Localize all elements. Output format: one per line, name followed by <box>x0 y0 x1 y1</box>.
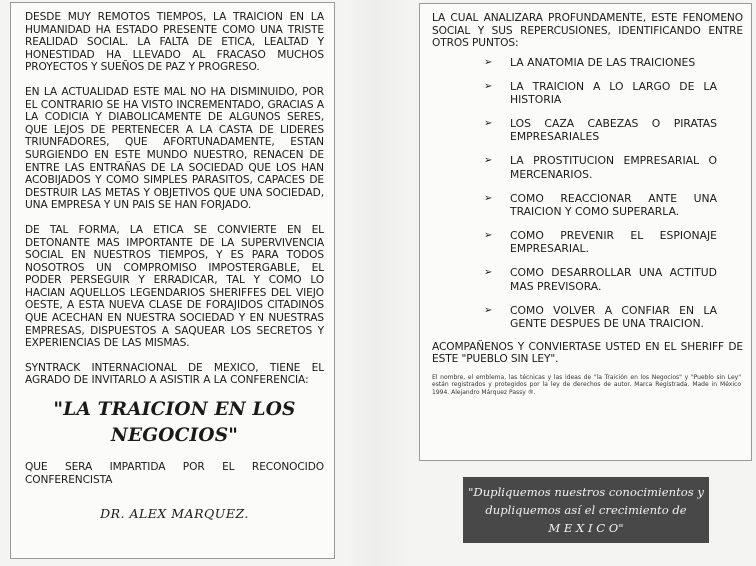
list-item-text: COMO PREVENIR EL ESPIONAJE EMPRESARIAL. <box>510 228 717 256</box>
arrow-bullet-icon: ➢ <box>484 118 493 129</box>
right-page-panel <box>419 3 752 461</box>
slogan-box <box>463 477 709 543</box>
current-situation-paragraph: EN LA ACTUALIDAD ESTE MAL NO HA DISMINUIDO, POR EL CONTRARIO SE HA VISTO INCREMENTADO, GRACIAS A LA CODICIA Y DIABOLICAMENTE DE ALGUNOS SERES, QUE LEJOS DE PERTENECER A LA CASTA DE LIDERES TRIUNFADORES, QUE AFORTUNADAMENTE, ESTAN SURGIENDO EN ESTE MUNDO NUESTRO, RENACEN DE ENTRE LAS ENTRAÑAS DE LA SOCIEDAD QUE LOS HAN ACOBIJADOS Y COMO SIMPLES PARASITOS, CAPACES DE DESTRUIR LAS METAS Y OBJETIVOS QUE UNA SOCIEDAD, UNA EMPRESA Y UN PAIS SE HAN FORJADO. <box>25 85 324 212</box>
list-item-text: COMO VOLVER A CONFIAR EN LA GENTE DESPUES DE UNA TRAICION. <box>510 303 717 330</box>
arrow-bullet-icon: ➢ <box>484 304 493 316</box>
list-item <box>432 192 743 219</box>
slogan-text <box>468 483 704 537</box>
legal-notice: El nombre, el emblema, las técnicas y las ideas de "la Traición en los Negocios" y "Pueblo sin Ley" están registrados y protegidos por la ley de derechos de autor. Marca Registrada. Made in México 1994. Alejandro Márquez Passy ®. <box>432 374 741 396</box>
ethics-paragraph: DE TAL FORMA, LA ETICA SE CONVIERTE EN EL DETONANTE MAS IMPORTANTE DE LA SUPERVIVENCIA SOCIAL EN NUESTROS TIEMPOS, Y ES PARA TODOS NOSOTROS UN COMPROMISO IMPOSTERGABLE, EL PODER PERSEGUIR Y ERRADICAR, TAL Y COMO LO HACIAN AQUELLOS LEGENDARIOS SHERIFFES DEL VIEJO OESTE, A ESTA NUEVA CLASE DE FORAJIDOS CITADINOS QUE ACECHAN EN NUESTRA SOCIEDAD Y EN NUESTRAS EMPRESAS, DISPUESTOS A SAQUEAR LOS SECRETOS Y EXPERIENCIAS DE LAS MISMAS. <box>25 223 324 350</box>
conference-title: "LA TRAICION EN LOS NEGOCIOS" <box>53 399 296 447</box>
list-item <box>432 304 743 331</box>
list-item-text: LA PROSTITUCION EMPRESARIAL O MERCENARIOS. <box>510 154 717 181</box>
list-item <box>432 229 743 256</box>
list-item-text: COMO REACCIONAR ANTE UNA TRAICION Y COMO SUPERARLA. <box>510 191 717 219</box>
arrow-bullet-icon: ➢ <box>484 80 493 92</box>
list-item-text: LA TRAICION A LO LARGO DE LA HISTORIA <box>510 79 717 107</box>
list-item <box>432 154 743 181</box>
list-item <box>432 80 743 107</box>
arrow-bullet-icon: ➢ <box>484 267 493 279</box>
list-item-text: COMO DESARROLLAR UNA ACTITUD MAS PREVISORA. <box>510 266 717 293</box>
speaker-intro-paragraph: QUE SERA IMPARTIDA POR EL RECONOCIDO CONFERENCISTA <box>25 461 324 486</box>
speaker-name: DR. ALEX MARQUEZ. <box>100 506 249 522</box>
arrow-bullet-icon: ➢ <box>484 56 493 68</box>
fold-shadow <box>344 0 410 566</box>
list-item <box>432 117 743 144</box>
slogan-line: M E X I C O" <box>548 521 624 535</box>
closing-paragraph: ACOMPAÑENOS Y CONVIERTASE USTED EN EL SHERIFF DE ESTE "PUEBLO SIN LEY". <box>432 340 743 366</box>
list-item-text: LA ANATOMIA DE LAS TRAICIONES <box>510 55 696 69</box>
arrow-bullet-icon: ➢ <box>484 229 493 241</box>
list-item <box>432 266 743 293</box>
list-item <box>432 56 743 69</box>
analysis-intro: LA CUAL ANALIZARA PROFUNDAMENTE, ESTE FENOMENO SOCIAL Y SUS REPERCUSIONES, IDENTIFICANDO ENTRE OTROS PUNTOS: <box>432 12 743 50</box>
intro-paragraph: DESDE MUY REMOTOS TIEMPOS, LA TRAICION EN LA HUMANIDAD HA ESTADO PRESENTE COMO UNA TRISTE REALIDAD SOCIAL. LA FALTA DE ETICA, LEALTAD Y HONESTIDAD HA LLEVADO AL FRACASO MUCHOS PROYECTOS Y SUEÑOS DE PAZ Y PROGRESO. <box>25 11 324 74</box>
slogan-line: dupliquemos así el crecimiento de <box>485 503 687 517</box>
list-item-text: LOS CAZA CABEZAS O PIRATAS EMPRESARIALES <box>510 117 717 144</box>
arrow-bullet-icon: ➢ <box>484 155 493 167</box>
arrow-bullet-icon: ➢ <box>484 192 493 204</box>
left-page-panel <box>10 2 335 559</box>
invitation-paragraph: SYNTRACK INTERNACIONAL DE MEXICO, TIENE EL AGRADO DE INVITARLO A ASISTIR A LA CONFERENCIA: <box>25 361 324 387</box>
topics-list <box>432 56 743 331</box>
slogan-line: "Dupliquemos nuestros conocimientos y <box>468 485 704 499</box>
